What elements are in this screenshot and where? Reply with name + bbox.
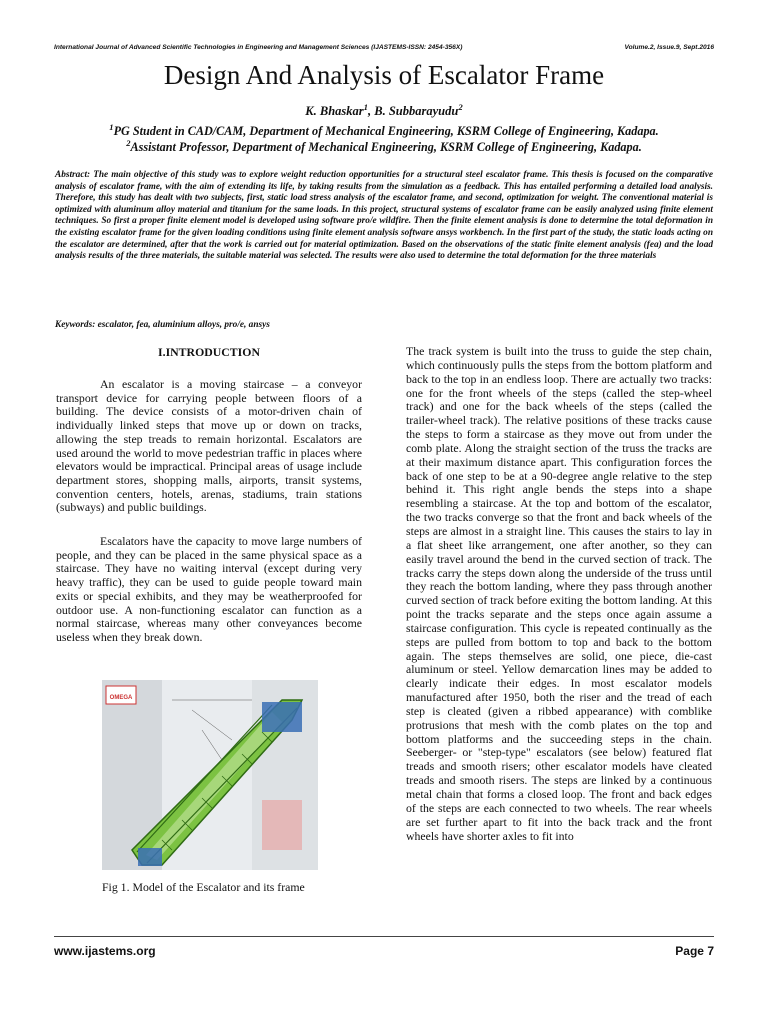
footer-page-number: Page 7 bbox=[675, 944, 714, 958]
intro-paragraph-1: An escalator is a moving staircase – a conveyor transport device for carrying people between floors of a building. The device consists of a motor-driven chain of individually linked steps that move up or down on tracks, allowing the step treads to remain horizontal. Escalators are used around the world to move pedestrian traffic in places where elevators would be impractical. Principal areas of usage include department stores, shopping malls, airports, transit systems, convention centers, hotels, arenas, stadiums, train stations (subways) and public buildings. bbox=[56, 377, 362, 515]
author-sep: , bbox=[368, 104, 375, 118]
escalator-figure bbox=[102, 680, 318, 870]
section-heading-introduction: I.INTRODUCTION bbox=[158, 345, 260, 359]
return-station bbox=[138, 848, 162, 866]
abstract: Abstract: The main objective of this study was to explore weight reduction opportunities for a structural steel escalator frame. This thesis is focused on the comparative analysis of escalator frame, with the aim of extending its life, by taking results from the simulation as a feedback. This has entailed performing a detailed load analysis. Therefore, this study has dealt with two subjects, first, static load stress analysis of the escalator frame, and second, optimization for weight. The conventional material is optimized with aluminum alloy material and titanium for the same loads. In this project, structural systems of escalator frame can be easily analyzed using finite element techniques. So first a proper finite element model is developed using software pro/e wildfire. Then the finite element analysis is done to determine the total deformation in the existing escalator frame for the given loading conditions using finite element analysis software ansys workbench. In the first part of the study, the static loads acting on the escalator are determined, after that the work is carried out for material optimization. Based on the observations of the static finite element analysis (fea) and the load analysis results of the three materials, the suitable material was selected. The results were also used to determine the total deformation for the three materials bbox=[55, 170, 713, 262]
intro-paragraph-2: Escalators have the capacity to move large numbers of people, and they can be placed in the same physical space as a staircase. They have no waiting interval (except during very heavy traffic), they can be used to guide people toward main exits or special exhibits, and they may be weatherproofed for outdoor use. A non-functioning escalator can function as a normal staircase, whereas many other conveyances become useless when they break down. bbox=[56, 534, 362, 644]
author-1: K. Bhaskar bbox=[305, 104, 364, 118]
keywords: Keywords: escalator, fea, aluminium alloys, pro/e, ansys bbox=[55, 320, 270, 330]
footer bbox=[54, 944, 714, 958]
author-2-sup: 2 bbox=[458, 101, 463, 112]
affiliation-2-sup: 2 bbox=[126, 137, 131, 148]
omega-logo-text: OMEGA bbox=[109, 695, 133, 701]
shop-display bbox=[262, 800, 302, 850]
affiliation-1-text: PG Student in CAD/CAM, Department of Mechanical Engineering, KSRM College of Engineering, Kadapa. bbox=[113, 124, 659, 138]
running-header bbox=[54, 44, 714, 51]
figure-caption: Fig 1. Model of the Escalator and its frame bbox=[102, 880, 305, 894]
right-column-text: The track system is built into the truss to guide the step chain, which continuously pulls the steps from the bottom platform and back to the top in an endless loop. There are actually two tracks: one for the front wheels of the steps (called the step-wheel track) and one for the back wheels of the steps (called the trailer-wheel track). The relative positions of these tracks cause the steps to form a staircase as they move out from under the comb plate. Along the straight section of the truss the tracks are at their maximum distance apart. This configuration forces the back of one step to be at a 90-degree angle relative to the step behind it. This right angle bends the steps into a shape resembling a staircase. At the top and bottom of the escalator, the two tracks converge so that the front and back wheels of the steps are almost in a straight line. This causes the stairs to lay in a flat sheet like arrangement, one after another, so they can easily travel around the bend in the curved section of track. The tracks carry the steps down along the underside of the truss until they reach the bottom landing, where they pass through another curved section of track before exiting the bottom landing. At this point the tracks separate and the steps once again assume a staircase configuration. This cycle is repeated continually as the steps are pulled from bottom to top and back to the bottom again. The steps themselves are solid, one piece, die-cast aluminum or steel. Yellow demarcation lines may be added to clearly indicate their edges. In most escalator models manufactured after 1950, both the riser and the tread of each step is cleated (given a ribbed appearance) with comblike protrusions that mesh with the comb plates on the top and bottom platforms and the succeeding steps in the chain. Seeberger- or "step-type" escalators (see below) featured flat treads and smooth risers; other escalator models have cleated treads and smooth risers. The steps are linked by a continuous metal chain that forms a closed loop. The front and back edges of the steps are each connected to two wheels. The rear wheels are set further apart to fit into the back track and the front wheels have shorter axles to fit into bbox=[406, 344, 712, 843]
paper-title: Design And Analysis of Escalator Frame bbox=[163, 60, 605, 90]
issue-info: Volume.2, Issue.9, Sept.2016 bbox=[624, 44, 714, 51]
affiliation-1-sup: 1 bbox=[109, 121, 114, 132]
left-column bbox=[56, 345, 362, 645]
affiliation-1 bbox=[0, 121, 768, 139]
affiliation-2 bbox=[0, 137, 768, 155]
drive-unit bbox=[262, 702, 302, 732]
footer-website: www.ijastems.org bbox=[54, 944, 156, 958]
escalator-illustration bbox=[102, 680, 318, 870]
author-2: B. Subbarayudu bbox=[374, 104, 459, 118]
author-1-sup: 1 bbox=[363, 101, 369, 112]
affiliation-2-text: Assistant Professor, Department of Mechanical Engineering, KSRM College of Engineering, Kadapa. bbox=[130, 140, 642, 154]
footer-divider bbox=[54, 936, 714, 937]
author-line bbox=[0, 101, 768, 119]
journal-name: International Journal of Advanced Scientific Technologies in Engineering and Management Sciences (IJASTEMS-ISSN: 2454-356X) bbox=[54, 44, 463, 51]
